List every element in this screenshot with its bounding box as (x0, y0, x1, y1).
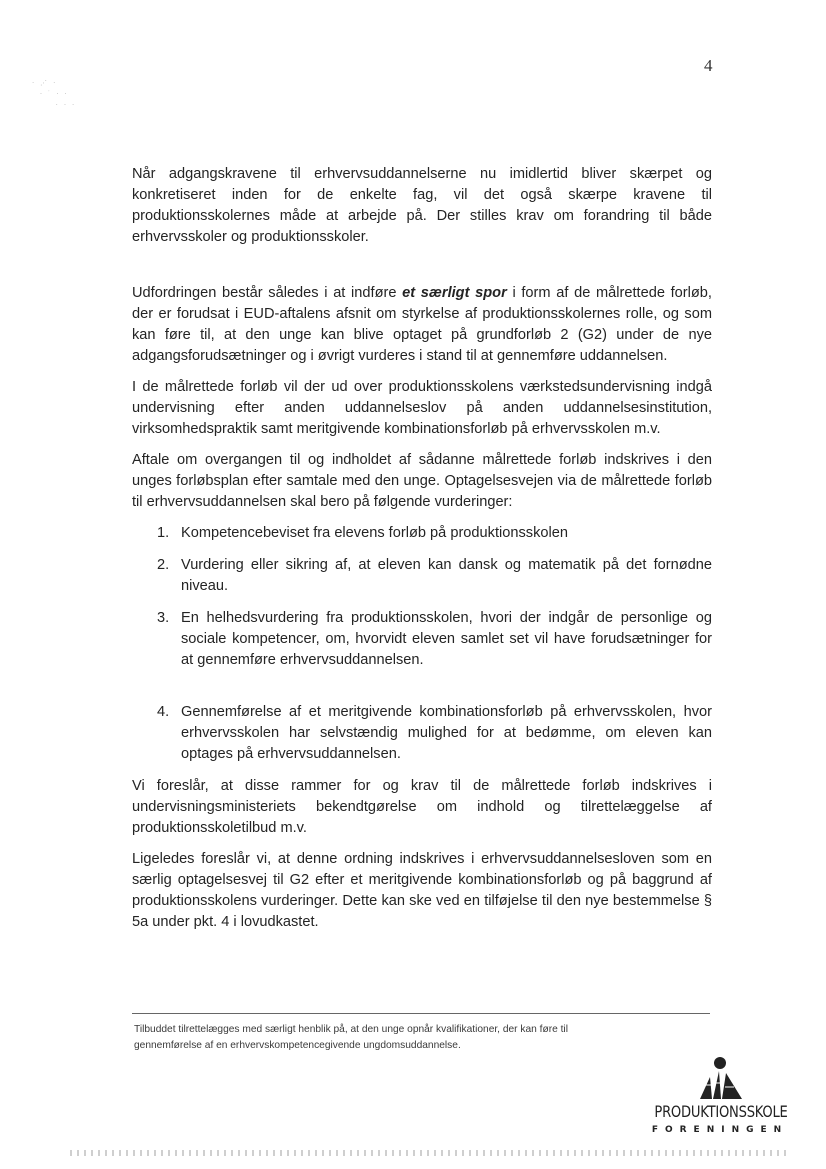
scan-noise-line (70, 1150, 786, 1156)
paragraph-proposal-law: Ligeledes foreslår vi, at denne ordning indskrives i erhvervsuddannelsesloven som en særlig optagelsesvej til G2 efter et meritgivende kombinationsforløb og på baggrund af produktionsskolens vurderinger. Dette kan ske ved en tilføjelse til den nye bestemmelse § 5a under pkt. 4 i lovudkastet. (132, 851, 712, 930)
list-item (132, 608, 712, 671)
paragraph-proposal: Vi foreslår, at disse rammer for og krav til de målrettede forløb indskrives i undervisningsministeriets bekendtgørelse om indhold og tilrettelæggelse af produktionsskoletilbud m.v. (132, 778, 712, 836)
emphasis-special-track: et særligt spor (402, 285, 507, 301)
list-item-number: 3. (157, 610, 170, 626)
footnote (134, 1022, 694, 1054)
footnote-line-2: gennemførelse af en erhvervskompetencegivende ungdomsuddannelse. (134, 1040, 461, 1051)
list-item-number: 2. (157, 557, 170, 573)
scan-speckle: ⋅ ⋰ ⋅ ⋅ ˙ ⋅ ⋅ ⋅ ⋅ ⋅ (32, 80, 77, 109)
list-item (132, 523, 712, 544)
list-item-number: 4. (157, 704, 170, 720)
paragraph-challenge-start: Udfordringen består således i at indføre (132, 285, 403, 301)
page-number: 4 (704, 56, 713, 75)
paragraph-challenge (132, 283, 712, 367)
logo-subtitle: FORENINGEN (651, 1125, 789, 1135)
assessment-list (132, 523, 712, 765)
footnote-line-1: Tilbuddet tilrettelægges med særligt henblik på, at den unge opnår kvalifikationer, der kan føre til (134, 1024, 568, 1035)
list-item (132, 555, 712, 597)
paragraph-agreement: Aftale om overgangen til og indholdet af sådanne målrettede forløb indskrives i den unges forløbsplan efter samtale med den unge. Optagelsesvejen via de målrettede forløb til erhvervsuddannelsen skal bero på følgende vurderinger: (132, 452, 712, 510)
list-item-number: 1. (157, 525, 170, 541)
footnote-divider (132, 1013, 710, 1014)
paragraph-intro: Når adgangskravene til erhvervsuddannelserne nu imidlertid bliver skærpet og konkretiseret inden for de enkelte fag, vil det også skærpe kravene til produktionsskolernes måde at arbejde på. Der stilles krav om forandring til både erhvervsskoler og produktionsskoler. (132, 166, 712, 245)
logo-name: PRODUKTIONSSKOLE (654, 1102, 788, 1121)
paragraph-targeted-courses: I de målrettede forløb vil der ud over produktionsskolens værkstedsundervisning indgå undervisning efter anden uddannelseslov på anden uddannelsesinstitution, virksomhedspraktik samt meritgivende kombinationsforløb på erhvervsskolen m.v. (132, 379, 712, 437)
list-item-text: Gennemførelse af et meritgivende kombinationsforløb på erhvervsskolen, hvor erhvervsskolen har selvstændig mulighed for at bedømme, om eleven kan optages på erhvervsuddannelsen. (181, 704, 712, 762)
organization-logo (640, 1055, 800, 1137)
list-item (132, 702, 712, 765)
logo-figures-icon (696, 1055, 744, 1101)
list-item-text: En helhedsvurdering fra produktionsskolen, hvori der indgår de personlige og sociale kompetencer, om, hvorvidt eleven samlet set vil have forudsætninger for at gennemføre erhvervsuddannelsen. (181, 610, 712, 668)
document-body (132, 164, 712, 933)
list-item-text: Kompetencebeviset fra elevens forløb på produktionsskolen (181, 525, 568, 541)
list-item-text: Vurdering eller sikring af, at eleven kan dansk og matematik på det fornødne niveau. (181, 557, 712, 594)
paragraph-challenge-end: i form af de målrettede forløb, der er forudsat i EUD-aftalens afsnit om styrkelse af produktionsskolernes rolle, og som kan føre til, at den unge kan blive optaget på grundforløb 2 (G2) under de nye adgangsforudsætninger og i øvrigt vurderes i stand til at gennemføre uddannelsen. (132, 285, 712, 364)
